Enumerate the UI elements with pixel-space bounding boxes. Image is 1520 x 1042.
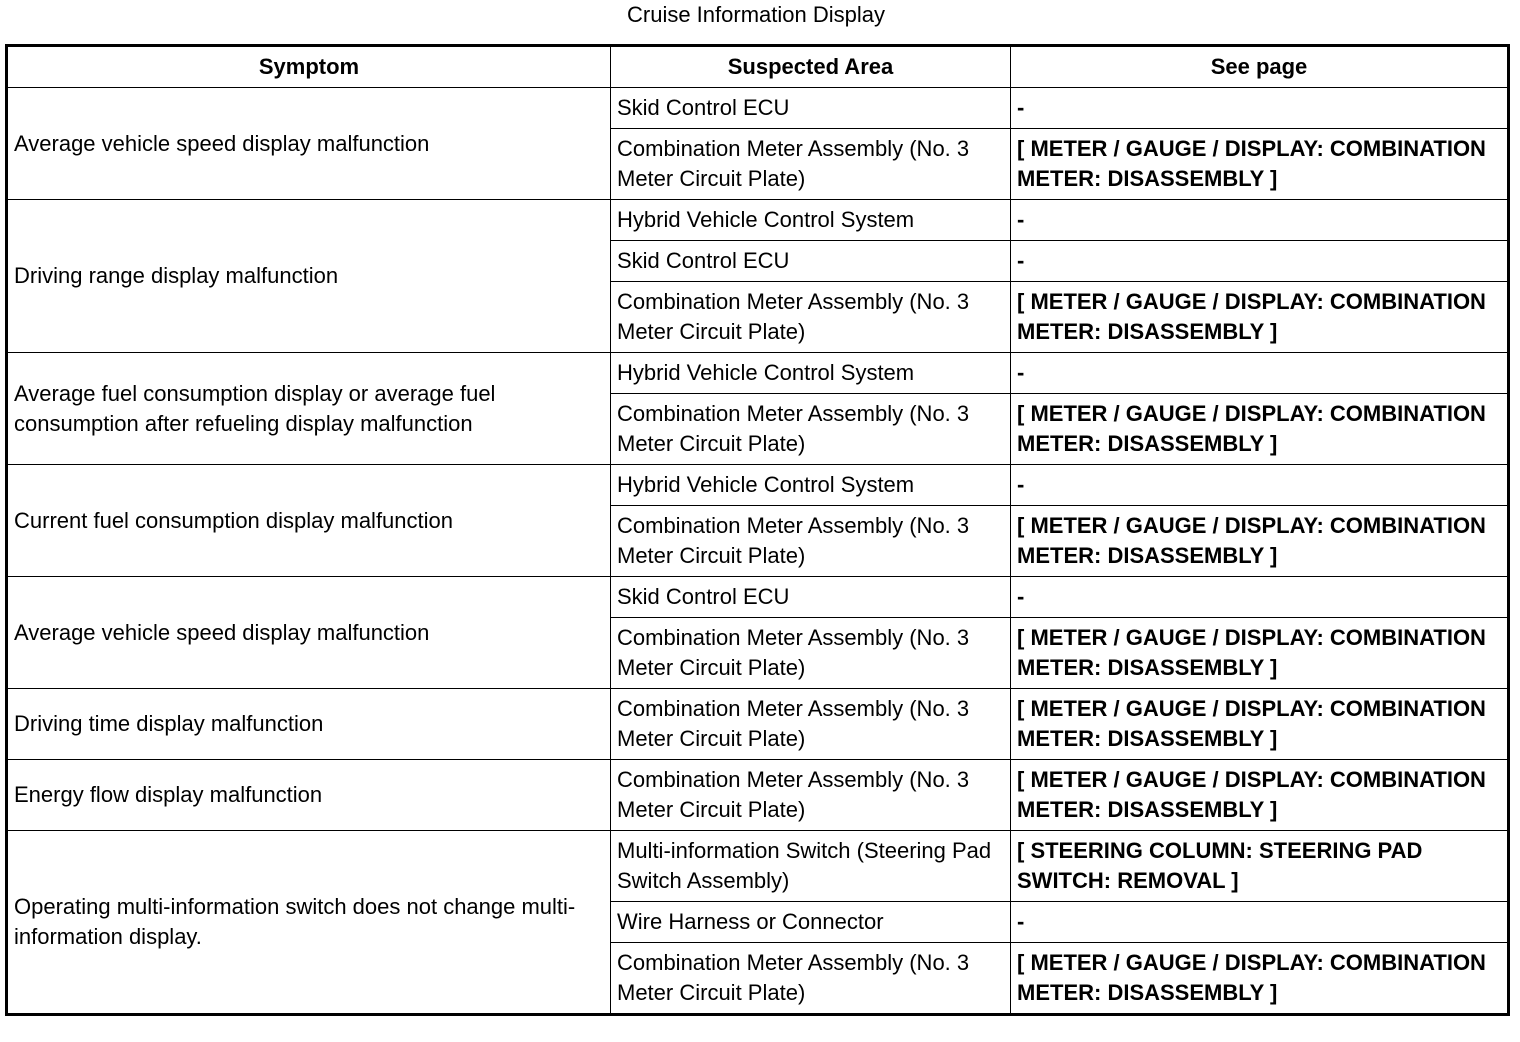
table-row (7, 88, 1509, 129)
see-page-cell: - (1011, 241, 1509, 282)
see-page-cell: [ STEERING COLUMN: STEERING PAD SWITCH: REMOVAL ] (1011, 831, 1509, 902)
suspected-area-cell: Hybrid Vehicle Control System (611, 465, 1011, 506)
table-row (7, 200, 1509, 241)
symptom-cell: Average fuel consumption display or average fuel consumption after refueling display malfunction (7, 353, 611, 465)
see-page-cell: [ METER / GAUGE / DISPLAY: COMBINATION METER: DISASSEMBLY ] (1011, 689, 1509, 760)
table-row (7, 760, 1509, 831)
symptom-cell: Energy flow display malfunction (7, 760, 611, 831)
table-header-row (7, 46, 1509, 88)
suspected-area-cell: Combination Meter Assembly (No. 3 Meter Circuit Plate) (611, 129, 1011, 200)
suspected-area-cell: Skid Control ECU (611, 241, 1011, 282)
suspected-area-cell: Combination Meter Assembly (No. 3 Meter Circuit Plate) (611, 282, 1011, 353)
see-page-cell: [ METER / GAUGE / DISPLAY: COMBINATION METER: DISASSEMBLY ] (1011, 943, 1509, 1015)
symptom-cell: Current fuel consumption display malfunction (7, 465, 611, 577)
suspected-area-cell: Combination Meter Assembly (No. 3 Meter Circuit Plate) (611, 506, 1011, 577)
suspected-area-cell: Combination Meter Assembly (No. 3 Meter Circuit Plate) (611, 689, 1011, 760)
header-suspected-area: Suspected Area (611, 46, 1011, 88)
suspected-area-cell: Skid Control ECU (611, 88, 1011, 129)
suspected-area-cell: Hybrid Vehicle Control System (611, 200, 1011, 241)
suspected-area-cell: Combination Meter Assembly (No. 3 Meter Circuit Plate) (611, 394, 1011, 465)
suspected-area-cell: Combination Meter Assembly (No. 3 Meter Circuit Plate) (611, 618, 1011, 689)
symptom-cell: Driving time display malfunction (7, 689, 611, 760)
see-page-cell: [ METER / GAUGE / DISPLAY: COMBINATION METER: DISASSEMBLY ] (1011, 394, 1509, 465)
see-page-cell: - (1011, 200, 1509, 241)
see-page-cell: - (1011, 88, 1509, 129)
table-row (7, 577, 1509, 618)
see-page-cell: - (1011, 353, 1509, 394)
see-page-cell: - (1011, 902, 1509, 943)
suspected-area-cell: Combination Meter Assembly (No. 3 Meter Circuit Plate) (611, 760, 1011, 831)
table-row (7, 353, 1509, 394)
table-row (7, 831, 1509, 902)
see-page-cell: [ METER / GAUGE / DISPLAY: COMBINATION METER: DISASSEMBLY ] (1011, 129, 1509, 200)
suspected-area-cell: Hybrid Vehicle Control System (611, 353, 1011, 394)
see-page-cell: - (1011, 577, 1509, 618)
page-title: Cruise Information Display (627, 2, 885, 27)
see-page-cell: [ METER / GAUGE / DISPLAY: COMBINATION METER: DISASSEMBLY ] (1011, 760, 1509, 831)
symptom-cell: Average vehicle speed display malfunction (7, 88, 611, 200)
suspected-area-cell: Multi-information Switch (Steering Pad Switch Assembly) (611, 831, 1011, 902)
symptom-cell: Driving range display malfunction (7, 200, 611, 353)
symptom-cell: Average vehicle speed display malfunction (7, 577, 611, 689)
see-page-cell: [ METER / GAUGE / DISPLAY: COMBINATION METER: DISASSEMBLY ] (1011, 282, 1509, 353)
symptom-table (5, 44, 1510, 1016)
see-page-cell: [ METER / GAUGE / DISPLAY: COMBINATION METER: DISASSEMBLY ] (1011, 506, 1509, 577)
table-row (7, 465, 1509, 506)
suspected-area-cell: Wire Harness or Connector (611, 902, 1011, 943)
header-see-page: See page (1011, 46, 1509, 88)
table-row (7, 689, 1509, 760)
see-page-cell: - (1011, 465, 1509, 506)
suspected-area-cell: Combination Meter Assembly (No. 3 Meter Circuit Plate) (611, 943, 1011, 1015)
see-page-cell: [ METER / GAUGE / DISPLAY: COMBINATION METER: DISASSEMBLY ] (1011, 618, 1509, 689)
suspected-area-cell: Skid Control ECU (611, 577, 1011, 618)
symptom-cell: Operating multi-information switch does not change multi-information display. (7, 831, 611, 1015)
header-symptom: Symptom (7, 46, 611, 88)
